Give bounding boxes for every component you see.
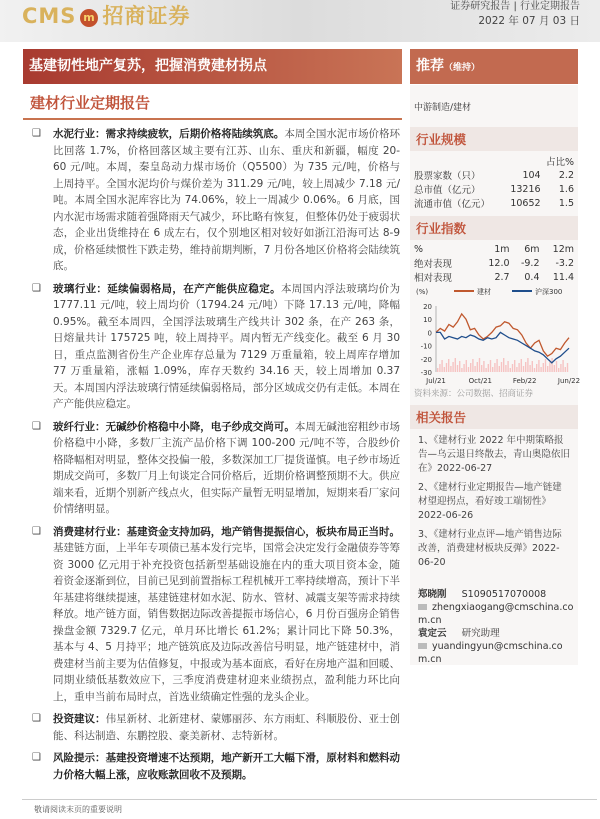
analyst-name: 袁定云: [418, 628, 447, 639]
logo-emblem-icon: m: [80, 9, 98, 27]
paragraph-body: 本周全国水泥市场价格环比回落 1.7%，价格回落区域主要有江苏、山东、重庆和新疆，幅度 20-60 元/吨。本周，秦皇岛动力煤市场价（Q5500）为 735 元/吨，价格与上周持平。全国水泥均价与煤价差为 311.29 元/吨，较上周减少 7.18 元/吨。本周全国水泥库容比为 74.06%，较上一周减少 0.06%。6 月底，国内水泥市场需求随着强降雨天气减少，环比略有恢复，但整体仍处于疲弱状态，企业出货维持在 6 成左右，仅个别地区相对较好如浙江沿海可达 8-9 成，价格延续惯性下跌走势，维持前期判断，7 月份各地区价格将会陆续筑底。: [53, 128, 400, 272]
volume-bar: [547, 366, 548, 372]
volume-bar: [551, 358, 552, 372]
volume-bar: [527, 358, 528, 372]
industry-label: 中游制造/建材: [414, 103, 472, 113]
checkbox-bullet-icon: ❑: [32, 420, 41, 432]
volume-bar: [567, 363, 568, 372]
volume-bar: [450, 366, 451, 372]
volume-bar: [560, 364, 561, 372]
bullet-paragraph: [28, 711, 400, 744]
volume-bar: [525, 362, 526, 372]
cell: 股票家数（只）: [414, 171, 481, 182]
main-content: [28, 126, 400, 783]
cell: 1.6: [558, 183, 574, 195]
paragraph-body: 本周国内浮法玻璃均价为 1777.11 元/吨，较上周均价（1794.24 元/吨）下降 17.13 元/吨，降幅 0.95%。截至本周四，全国浮法玻璃生产线共计 302 条，在产 263 条，日熔量共计 175725 吨，较上周持平。周内暂无产线变化。截至 6 月 30 日，重点监测省份生产企业库存总量为 7129 万重量箱，较上周库存增加 77 万重量箱，涨幅 1.09%，库存天数约 34.16 天，较上周增加 0.37 天。本周国内浮法玻璃行情延续偏弱格局，部分区域成交仍有走低。本周在产产能供应稳定。: [53, 282, 401, 410]
scale-header: 占比%: [545, 157, 574, 168]
volume-bar: [523, 366, 524, 372]
checkbox-bullet-icon: ❑: [32, 282, 41, 294]
logo: CMS m 招商证券: [22, 4, 191, 28]
analysts: [414, 588, 574, 666]
cell: -3.2: [555, 257, 574, 269]
x-tick-label: Jul/21: [426, 377, 446, 385]
paragraph-lead: 消费建材行业：基建资金支持加码，地产销售提振信心，板块布局正当时。: [53, 525, 400, 538]
bullet-paragraph: [28, 524, 400, 706]
volume-bar: [529, 365, 530, 372]
cell: 10652: [510, 197, 541, 209]
y-tick-label: 0: [427, 329, 432, 338]
cell: 13216: [510, 183, 541, 195]
paragraph-lead: 玻璃行业：延续偏弱格局，在产产能供应稳定。: [53, 282, 281, 295]
index-table: [414, 243, 574, 284]
volume-bar: [536, 364, 537, 372]
cell: 104: [522, 169, 541, 181]
paragraph-lead: 玻纤行业：无碱纱价格稳中小降，电子纱成交尚可。: [53, 420, 295, 433]
report-title: 基建韧性地产复苏，把握消费建材拐点: [23, 49, 402, 84]
cell: %: [414, 244, 424, 255]
cell: 2.2: [558, 169, 574, 181]
volume-bar: [452, 362, 453, 372]
analyst-email[interactable]: zhengxiaogang@cmschina.com.cn: [418, 602, 574, 626]
chart-source: 资料来源：公司数据、招商证券: [414, 389, 534, 399]
y-unit: (%): [416, 288, 429, 296]
volume-bar: [479, 358, 480, 372]
analyst-id: S1090517070008: [461, 589, 547, 600]
checkbox-bullet-icon: ❑: [32, 752, 41, 763]
x-tick-label: Feb/22: [512, 377, 537, 385]
volume-bar: [562, 360, 563, 372]
bullet-paragraph: [28, 419, 400, 518]
x-tick-label: Oct/21: [468, 377, 493, 385]
table-row: [414, 270, 574, 284]
x-tick-label: Jun/22: [557, 377, 581, 385]
volume-bar: [466, 360, 467, 372]
footer-note: 敬请阅读末页的重要说明: [34, 805, 122, 814]
bullet-paragraph: [28, 750, 400, 783]
y-tick-label: 20: [423, 303, 432, 311]
cell: -9.2: [520, 257, 540, 269]
volume-bar: [488, 364, 489, 372]
paragraph-lead: 水泥行业：需求持续疲软，后期价格将陆续筑底。: [53, 128, 285, 140]
analyst-email[interactable]: yuandingyun@cmschina.com.cn: [418, 641, 563, 665]
related-reports: [414, 434, 574, 570]
y-tick-label: -10: [420, 342, 432, 351]
related-report-link[interactable]: 2、《建材行业定期报告—地产链建材望迎拐点，看好竣工端韧性》2022-06-26: [418, 482, 562, 521]
table-row: [414, 256, 574, 270]
volume-bar: [501, 362, 502, 372]
analyst-title: 研究助理: [461, 628, 500, 639]
table-row: [414, 196, 574, 210]
volume-bar: [565, 367, 566, 372]
index-heading: 行业指数: [410, 216, 578, 240]
sidebar: [414, 92, 581, 666]
related-heading: 相关报告: [410, 405, 578, 429]
volume-bar: [549, 362, 550, 372]
volume-bar: [512, 364, 513, 372]
cell: 绝对表现: [414, 259, 453, 270]
volume-bar: [494, 363, 495, 372]
volume-bar: [514, 360, 515, 372]
paragraph-body: 本周无碱池窑粗纱市场价格稳中小降，多数厂主流产品价格下调 100-200 元/吨不等，合股纱价格降幅相对明显，整体交投偏一般，多数深加工厂提货谨慎。电子纱市场近期成交尚可，多数厂月上旬谈定合同价格后，近期价格调整预期不大。供应端来看，近期个别新产线点火，但实际产量暂无明显增加，短期来看厂家问价情绪明显。: [53, 420, 400, 515]
volume-bar: [545, 359, 546, 372]
table-row: [414, 182, 574, 196]
volume-bar: [538, 360, 539, 372]
volume-bar: [448, 359, 449, 372]
volume-bar: [483, 361, 484, 372]
checkbox-bullet-icon: ❑: [32, 128, 41, 139]
cell: 1.5: [558, 197, 574, 209]
volume-bar: [490, 360, 491, 372]
volume-bar: [532, 361, 533, 372]
y-tick-label: 10: [423, 316, 432, 325]
scale-table: [414, 154, 574, 210]
volume-bar: [446, 363, 447, 372]
mail-icon: [418, 604, 427, 610]
volume-bar: [459, 361, 460, 372]
cell: 流通市值（亿元）: [414, 199, 491, 210]
volume-bar: [521, 359, 522, 372]
index-chart: [414, 286, 581, 386]
volume-bar: [463, 364, 464, 372]
volume-bar: [481, 365, 482, 372]
volume-bar: [507, 361, 508, 372]
cell: 11.4: [552, 271, 574, 283]
report-type: 证券研究报告 | 行业定期报告: [450, 1, 580, 12]
volume-bar: [510, 368, 511, 372]
cell: 总市值（亿元）: [414, 185, 481, 196]
volume-bar: [554, 365, 555, 372]
bullet-paragraph: [28, 126, 400, 275]
volume-bar: [556, 361, 557, 372]
volume-bar: [444, 367, 445, 372]
volume-bar: [485, 368, 486, 372]
volume-bar: [558, 368, 559, 372]
volume-bar: [518, 363, 519, 372]
volume-bar: [437, 368, 438, 372]
volume-bar: [468, 367, 469, 372]
volume-bar: [477, 362, 478, 372]
legend-label: 建材: [477, 288, 491, 296]
y-tick-label: -30: [420, 369, 432, 377]
volume-bar: [474, 366, 475, 372]
volume-bar: [439, 364, 440, 372]
rating-badge: 推荐（维持）: [410, 49, 578, 84]
volume-bar: [516, 367, 517, 372]
series-line-series_jc: [436, 314, 569, 356]
mail-icon: [418, 643, 427, 649]
volume-bar: [543, 363, 544, 372]
paragraph-lead: 投资建议：: [53, 713, 106, 725]
footer-divider: [22, 799, 597, 800]
volume-bar: [461, 368, 462, 372]
analyst-name: 郑晓刚: [418, 589, 447, 600]
checkbox-bullet-icon: ❑: [32, 713, 41, 724]
cell: 相对表现: [414, 273, 453, 284]
legend-label: 沪深300: [535, 288, 563, 296]
volume-bar: [534, 368, 535, 372]
related-report-link[interactable]: 1、《建材行业 2022 年中期策略报告—乌云退日终散去，青山奥隐依旧在》2022-06-27: [418, 435, 571, 474]
volume-bar: [441, 360, 442, 372]
volume-bar: [470, 363, 471, 372]
scale-heading: 行业规模: [410, 127, 578, 151]
bullet-paragraph: [28, 281, 400, 413]
related-report-link[interactable]: 3、《建材行业点评—地产销售边际改善，消费建材板块反弹》2022-06-20: [418, 529, 562, 568]
volume-bar: [496, 359, 497, 372]
volume-bar: [505, 365, 506, 372]
report-date: 2022 年 07 月 03 日: [478, 15, 580, 27]
report-subtitle: 建材行业定期报告: [30, 94, 151, 112]
cell: 12.0: [488, 257, 510, 269]
volume-bar: [499, 366, 500, 372]
paragraph-lead: 风险提示：基建投资增速不达预期，地产新开工大幅下滑，原材料和燃料动力价格大幅上涨，应收账款回收不及预期。: [53, 752, 400, 781]
cell: 2.7: [494, 271, 510, 283]
volume-bar: [503, 358, 504, 372]
volume-bar: [540, 367, 541, 372]
cell: 6m: [524, 244, 540, 255]
y-tick-label: -20: [420, 355, 432, 364]
volume-bar: [455, 358, 456, 372]
paragraph-body: 伟星新材、北新建材、蒙娜丽莎、东方雨虹、科顺股份、亚士创能、科达制造、东鹏控股、豪美新材、志特新材。: [53, 713, 400, 742]
table-row: [414, 168, 574, 182]
checkbox-bullet-icon: ❑: [32, 525, 41, 537]
volume-bar: [457, 365, 458, 372]
cell: 12m: [552, 244, 574, 255]
volume-bar: [492, 367, 493, 372]
cell: 1m: [494, 244, 510, 255]
paragraph-body: 基建链方面，上半年专项债已基本发行完毕，国常会决定发行金融债券等筹资 3000 亿元用于补充投资包括新型基础设施在内的重大项目资本金，随着资金逐渐到位，目前已见到前置指标工程机械开工率持续增高，预计下半年基建将继续提速，基建链建材如水泥、防水、管材、减震支架等需求持续释放。地产链方面，销售数据边际改善提振市场信心，6 月份百强房企销售操盘金额 7329.7 亿元，单月环比增长 61.2%；累计同比下降 50.3%，基本与 4、5 月持平；地产链筑底及边际改善信号明显，地产链建材中，消费建材当前主要为估值修复，中报或为基本面底，看好在房地产温和回暖、同期业绩低基数效应下，三季度消费建材迎来业绩拐点，盈利能力环比向上，重申当前布局时点，首选业绩确定性强的龙头企业。: [53, 542, 400, 703]
volume-bar: [472, 359, 473, 372]
cell: 0.4: [524, 271, 540, 283]
